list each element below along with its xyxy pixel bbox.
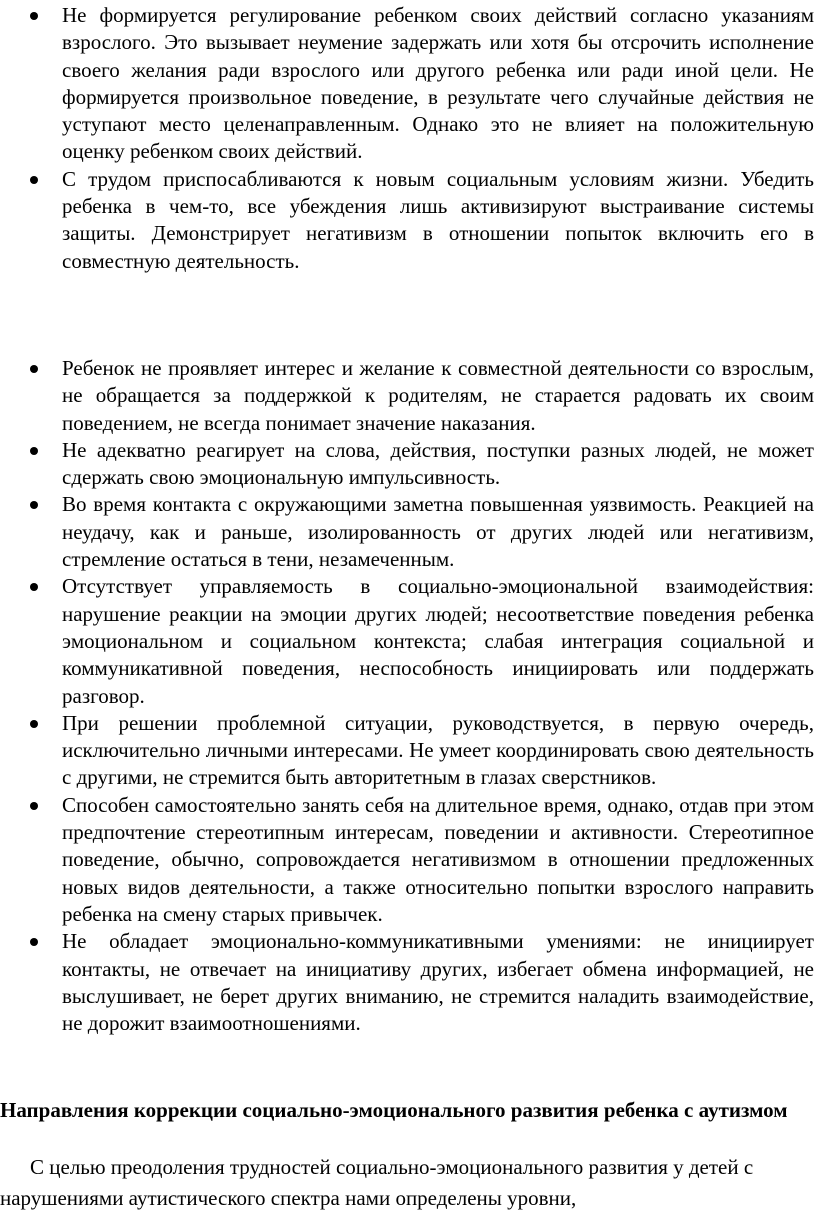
bullet-icon: [30, 720, 38, 728]
bullet-icon: [30, 802, 38, 810]
list-item-text: С трудом приспосабливаются к новым социальным условиям жизни. Убедить ребенка в чем-то, все убеждения лишь активизируют выстраивание системы защиты. Демонстрирует негативизм в отношении попыток включить его в совместную деятельность.: [62, 166, 814, 273]
bullet-icon: [30, 365, 38, 373]
list-item-text: Не обладает эмоционально-коммуникативными умениями: не инициирует контакты, не отвечает на инициативу других, избегает обмена информацией, не выслушивает, не берет других вниманию, не стремится наладить взаимодействие, не дорожит взаимоотношениями.: [62, 929, 814, 1036]
list-item-text: Не адекватно реагирует на слова, действия, поступки разных людей, не может сдержать свою эмоциональную импульсивность.: [62, 437, 814, 490]
list-item: [0, 2, 816, 166]
list-item-text: Способен самостоятельно занять себя на длительное время, однако, отдав при этом предпочтение стереотипным интересам, поведении и активности. Стереотипное поведение, обычно, сопровождается негативизмом в отношении предложенных новых видов деятельности, а также относительно попытки взрослого направить ребенка на смену старых привычек.: [62, 792, 814, 926]
list-item: [0, 573, 816, 709]
bullet-list-top: [0, 2, 816, 275]
list-item: [0, 355, 816, 437]
list-item: [0, 491, 816, 573]
list-item-text: Ребенок не проявляет интерес и желание к совместной деятельности со взрослым, не обращается за поддержкой к родителям, не старается радовать их своим поведением, не всегда понимает значение наказания.: [62, 356, 814, 435]
body-paragraph: С целью преодоления трудностей социально-эмоционального развития у детей с нарушениями аутистического спектра нами определены уровни,: [0, 1155, 754, 1210]
bullet-icon: [30, 176, 38, 184]
bullet-icon: [30, 447, 38, 455]
list-item-text: При решении проблемной ситуации, руководствуется, в первую очередь, исключительно личными интересами. Не умеет координировать свою деятельность с другими, не стремится быть авторитетным в глазах сверстников.: [62, 710, 814, 790]
list-item: [0, 792, 816, 928]
list-item: [0, 437, 816, 492]
list-item-text: Не формируется регулирование ребенком своих действий согласно указаниям взрослого. Это вызывает неумение задержать или хотя бы отсрочить исполнение своего желания ради взрослого или другого ребенка или ради иной цели. Не формируется произвольное поведение, в результате чего случайные действия не уступают место целенаправленным. Однако это не влияет на положительную оценку ребенком своих действий.: [62, 3, 814, 164]
bullet-icon: [30, 583, 38, 591]
list-item: [0, 928, 816, 1037]
list-item: [0, 166, 816, 275]
section-heading: Направления коррекции социально-эмоционального развития ребенка с аутизмом: [0, 1098, 788, 1122]
bullet-icon: [30, 501, 38, 509]
list-item-text: Во время контакта с окружающими заметна повышенная уязвимость. Реакцией на неудачу, как и раньше, изолированность от других людей или негативизм, стремление остаться в тени, незамеченным.: [62, 492, 814, 572]
bullet-list-main: [0, 355, 816, 1037]
bullet-icon: [30, 938, 38, 946]
list-item: [0, 710, 816, 792]
bullet-icon: [30, 12, 38, 20]
list-item-text: Отсутствует управляемость в социально-эмоциональной взаимодействия: нарушение реакции на эмоции других людей; несоответствие поведения ребенка эмоциональном и социальном контекста; слабая интеграция социальной и коммуникативной поведения, неспособность инициировать или поддержать разговор.: [62, 574, 814, 708]
